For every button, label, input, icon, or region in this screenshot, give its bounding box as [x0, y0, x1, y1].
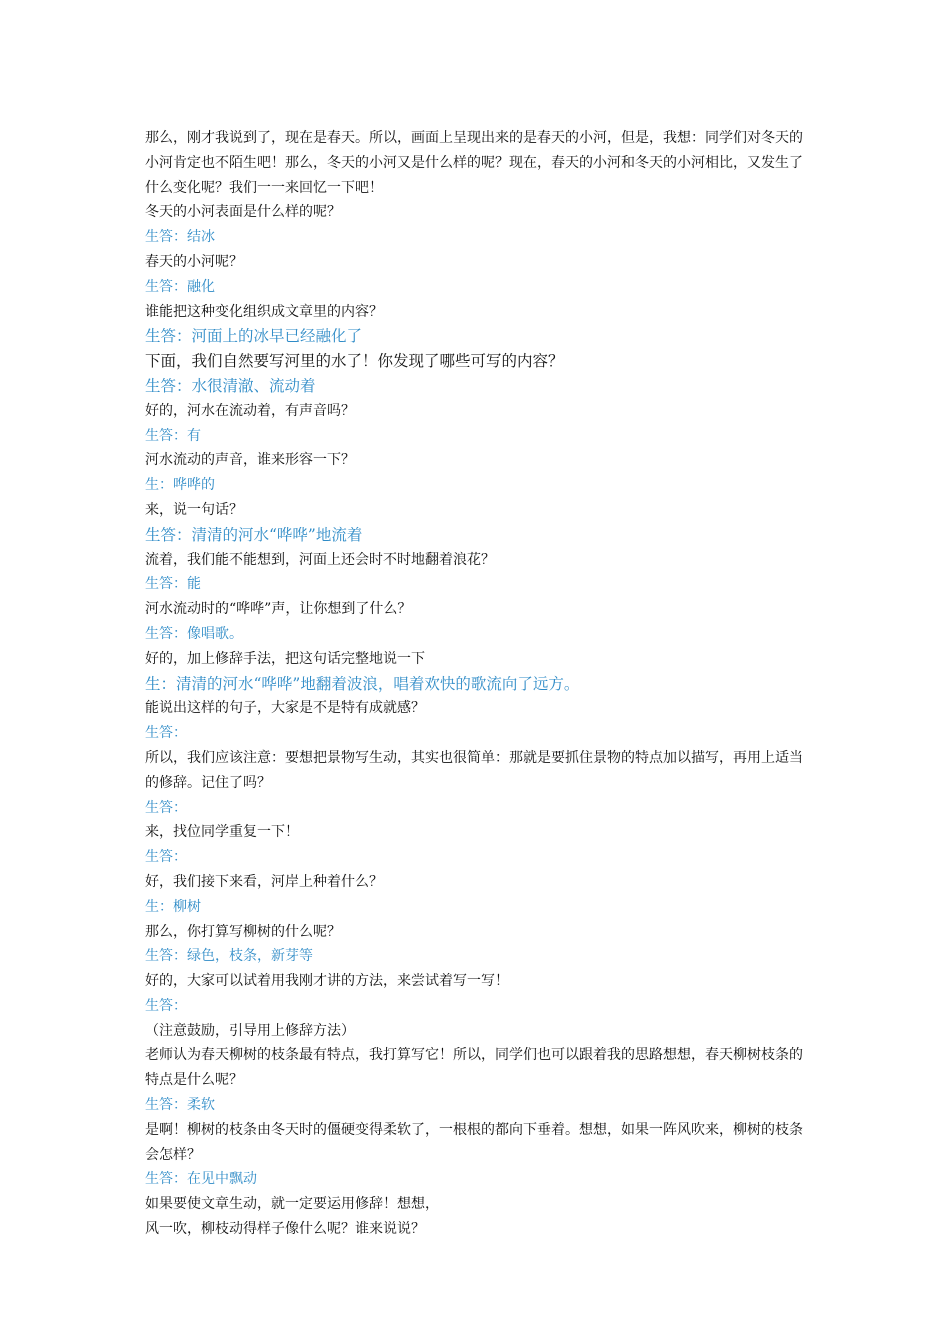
student-answer-line: 生答：柔软	[145, 1097, 215, 1114]
teacher-text-line: 谁能把这种变化组织成文章里的内容？	[145, 303, 383, 320]
student-answer-line: 生答：能	[145, 576, 201, 593]
teacher-text-line: 来，找位同学重复一下！	[145, 824, 299, 841]
student-answer-line: 生答：	[145, 849, 187, 866]
student-answer-line: 生答：融化	[145, 278, 215, 295]
teacher-text-line: 那么，你打算写柳树的什么呢？	[145, 923, 341, 940]
teacher-text-line: 好的，河水在流动着，有声音吗？	[145, 402, 355, 419]
teacher-text-line: 风一吹，柳枝动得样子像什么呢？谁来说说？	[145, 1221, 425, 1238]
student-answer-line: 生答：绿色，枝条，新芽等	[145, 948, 313, 965]
teacher-text-line: 那么，刚才我说到了，现在是春天。所以，画面上呈现出来的是春天的小河，但是，我想：同学们对冬天的小河肯定也不陌生吧！那么，冬天的小河又是什么样的呢？现在，春天的小河和冬天的小河相比，又发生了什么变化呢？我们一一来回忆一下吧！	[145, 130, 803, 196]
teacher-text-line: 所以，我们应该注意：要想把景物写生动，其实也很简单：那就是要抓住景物的特点加以描写，再用上适当的修辞。记住了吗？	[145, 749, 803, 791]
student-answer-line: 生：清清的河水“哗哗”地翻着波浪，唱着欢快的歌流向了远方。	[145, 674, 580, 693]
student-answer-line: 生答：在见中飘动	[145, 1171, 257, 1188]
student-answer-line: 生：柳树	[145, 898, 201, 915]
teacher-text-line: 能说出这样的句子，大家是不是特有成就感？	[145, 700, 425, 717]
student-answer-line: 生答：结冰	[145, 229, 215, 246]
teacher-text-line: 好，我们接下来看，河岸上种着什么？	[145, 873, 383, 890]
student-answer-line: 生答：像唱歌。	[145, 625, 243, 642]
teacher-text-line: （注意鼓励，引导用上修辞方法）	[145, 1022, 355, 1039]
student-answer-line: 生答：清清的河水“哗哗”地流着	[145, 525, 363, 544]
teacher-text-line: 河水流动时的“哗哗”声，让你想到了什么？	[145, 601, 412, 618]
student-answer-line: 生答：	[145, 997, 187, 1014]
teacher-text-line: 如果要使文章生动，就一定要运用修辞！想想，	[145, 1196, 439, 1213]
teacher-text-line: 冬天的小河表面是什么样的呢？	[145, 204, 341, 221]
student-answer-line: 生答：	[145, 799, 187, 816]
student-answer-line: 生答：	[145, 725, 187, 742]
student-answer-line: 生答：水很清澈、流动着	[145, 376, 316, 395]
teacher-text-line: 来，说一句话？	[145, 501, 243, 518]
student-answer-line: 生：哗哗的	[145, 477, 215, 494]
teacher-text-line: 下面，我们自然要写河里的水了！你发现了哪些可写的内容？	[145, 352, 564, 371]
student-answer-line: 生答：河面上的冰早已经融化了	[145, 327, 363, 346]
teacher-text-line: 老师认为春天柳树的枝条最有特点，我打算写它！所以，同学们也可以跟着我的思路想想，春天柳树枝条的特点是什么呢？	[145, 1047, 803, 1089]
document-body	[145, 126, 815, 1242]
teacher-text-line: 春天的小河呢？	[145, 253, 243, 270]
teacher-text-line: 河水流动的声音，谁来形容一下？	[145, 452, 355, 469]
teacher-text-line: 流着，我们能不能想到，河面上还会时不时地翻着浪花？	[145, 551, 495, 568]
teacher-text-line: 好的，大家可以试着用我刚才讲的方法，来尝试着写一写！	[145, 973, 509, 990]
student-answer-line: 生答：有	[145, 427, 201, 444]
teacher-text-line: 是啊！柳树的枝条由冬天时的僵硬变得柔软了，一根根的都向下垂着。想想，如果一阵风吹来，柳树的枝条会怎样？	[145, 1121, 803, 1163]
teacher-text-line: 好的，加上修辞手法，把这句话完整地说一下	[145, 650, 425, 667]
